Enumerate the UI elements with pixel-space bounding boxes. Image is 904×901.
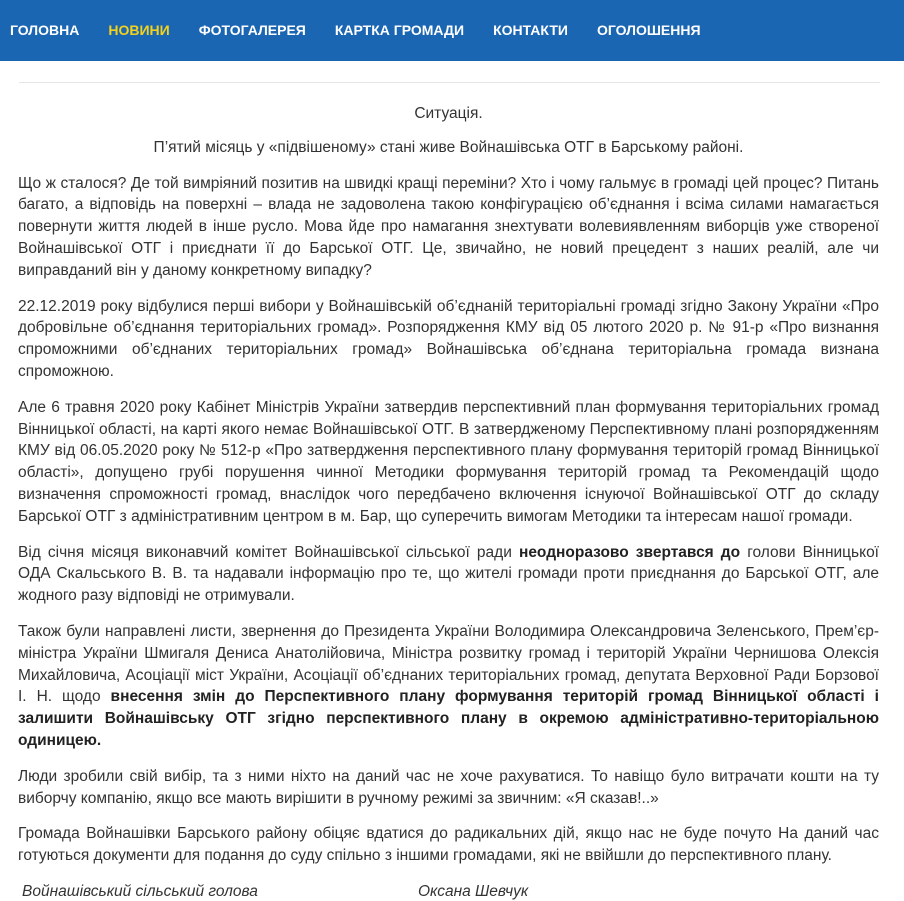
signature-name: Оксана Шевчук bbox=[418, 882, 529, 900]
content-divider bbox=[19, 82, 880, 83]
paragraph-5-text-a: Також були направлені листи, звернення до Президента України Володимира Олександровича Зеленського, Прем’єр-міністра України Шмигаля Дениса Анатолійовича, Міністра розвитку громад і територій України Чернишова Олексія Михайловича, Асоціації міст України, Асоціації об’єднаних територіальних громад, депутата Верховної Ради Борзової І. Н. щодо bbox=[18, 622, 879, 706]
top-navigation bbox=[0, 0, 904, 61]
article-paragraph-3: Але 6 травня 2020 року Кабінет Міністрів України затвердив перспективний план формування територіальних громад Вінницької області, на карті якого немає Войнашівської ОТГ. В затвердженому Перспективному плані розпорядженням КМУ від 06.05.2020 року № 512-р «Про затвердження перспективного плану формування територій громад Вінницької області», допущено грубі порушення чинної Методики формування територій громад та Рекомендацій щодо визначення спроможності громад, внаслідок чого передбачено включення існуючої Войнашівської ОТГ до складу Барської ОТГ з адміністративним центром в м. Бар, що суперечить вимогам Методики та інтересам нашої громади. bbox=[18, 398, 879, 525]
paragraph-4-text-a: Від січня місяця виконавчий комітет Войнашівської сільської ради bbox=[18, 543, 519, 561]
article-paragraph-4 bbox=[18, 542, 879, 607]
paragraph-5-bold-text: внесення змін до Перспективного плану формування територій громад Вінницької області і залишити Войнашівську ОТГ згідно перспективного плану в окремою адміністративно-територіальною одиницею. bbox=[18, 688, 879, 749]
nav-item-home[interactable]: ГОЛОВНА bbox=[10, 22, 80, 38]
signature-position: Войнашівський сільський голова bbox=[22, 882, 258, 900]
paragraph-4-bold-text: неодноразово звертався до bbox=[518, 543, 741, 561]
article-paragraph-2: 22.12.2019 року відбулися перші вибори у Войнашівській об’єднаній територіальні громаді згідно Закону України «Про добровільне об’єднання територіальних громад». Розпорядження КМУ від 05 лютого 2020 р. № 91-р «Про визнання спроможними об’єднаних територіальних громад» Войнашівська об’єднана територіальна громада визнана спроможною. bbox=[18, 297, 879, 380]
article-paragraph-7: Громада Войнашівки Барського району обіцяє вдатися до радикальних дій, якщо нас не буде почуто На даний час готуються документи для подання до суду спільно з іншими громадами, які не ввійшли до перспективного плану. bbox=[18, 825, 879, 865]
article-paragraph-5 bbox=[18, 621, 879, 752]
nav-item-announcements[interactable]: ОГОЛОШЕННЯ bbox=[596, 22, 701, 38]
article-paragraph-6: Люди зробили свій вибір, та з ними ніхто на даний час не хоче рахуватися. То навіщо було витрачати кошти на ту виборчу компанію, якщо все мають вирішити в ручному режимі за звичним: «Я сказав!..» bbox=[18, 767, 879, 807]
article-title: Ситуація. bbox=[414, 105, 483, 122]
article-body bbox=[0, 103, 904, 867]
nav-item-news[interactable]: НОВИНИ bbox=[108, 22, 170, 38]
paragraph-4-text-b: голови Вінницької ОДА Скальського В. В. та надавали інформацію про те, що жителі громади проти приєднання до Барської ОТГ, але жодного разу відповіді не отримували. bbox=[18, 543, 879, 605]
nav-item-contacts[interactable]: КОНТАКТИ bbox=[493, 22, 568, 38]
nav-item-community-card[interactable]: КАРТКА ГРОМАДИ bbox=[334, 22, 465, 38]
signature-block bbox=[0, 883, 904, 901]
article-subtitle: П’ятий місяць у «підвішеному» стані живе Войнашівська ОТГ в Барському районі. bbox=[153, 138, 744, 156]
nav-item-photo-gallery[interactable]: ФОТОГАЛЕРЕЯ bbox=[198, 22, 306, 38]
article-paragraph-1: Що ж сталося? Де той вимріяний позитив на швидкі кращі переміни? Хто і чому гальмує в громаді цей процес? Питань багато, а відповідь на поверхні – влада не задоволена такою конфігурацією об’єднання і всіма силами намагається повернути життя людей в інше русло. Мова йде про намагання знехтувати волевиявленням виборців уже створеної Войнашівської ОТГ і приєднати її до Барської ОТГ. Це, звичайно, не новий прецедент з наших реалій, але чи виправданий він у даному конкретному випадку? bbox=[18, 174, 879, 279]
